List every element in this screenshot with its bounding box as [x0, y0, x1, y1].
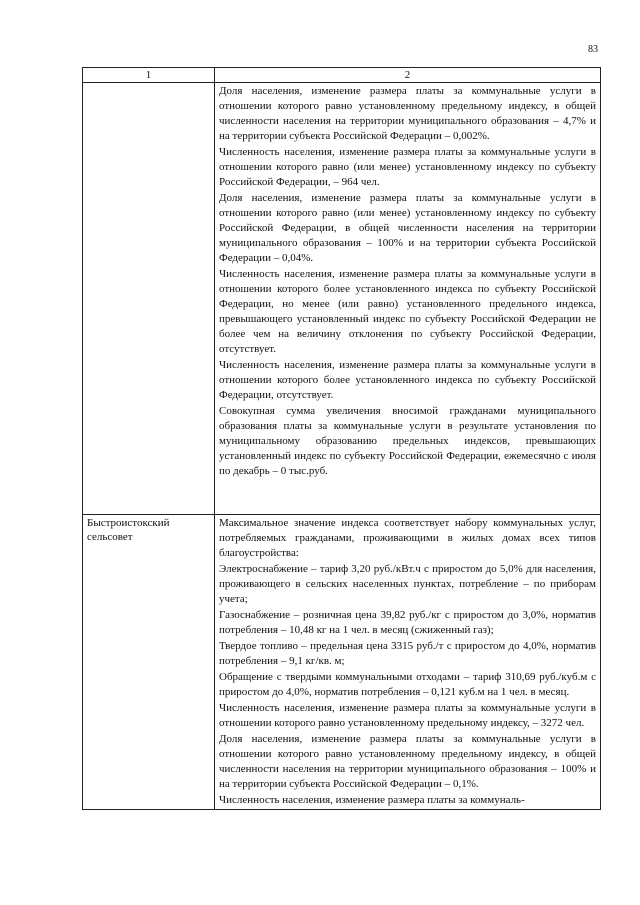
row-content — [215, 83, 601, 515]
paragraph: Численность населения, изменение размера платы за коммунальные услуги в отношении которого более установленного индекса по субъекту Российской Федерации, но менее (или равно) установленного предельного индекса, превышающего установленный индекс по субъекту Российской Федерации не более чем на величину отклонения по субъекту Российской Федерации, отсутствует. — [219, 268, 596, 355]
paragraph: Доля населения, изменение размера платы за коммунальные услуги в отношении которого равно установленному предельному индексу, в общей численности населения на территории муниципального образования – 100% и на территории субъекта Российской Федерации – 0,1%. — [219, 733, 596, 790]
paragraph: Численность населения, изменение размера платы за коммунальные услуги в отношении которого равно установленному предельному индексу, – 3272 чел. — [219, 702, 596, 729]
column-header-2: 2 — [215, 68, 601, 83]
paragraph: Газоснабжение – розничная цена 39,82 руб./кг с приростом до 3,0%, норматив потребления – 10,48 кг на 1 чел. в месяц (сжиженный газ); — [219, 609, 596, 636]
paragraph: Твердое топливо – предельная цена 3315 руб./т с приростом до 4,0%, норматив потребления – 9,1 кг/кв. м; — [219, 640, 596, 667]
paragraph: Электроснабжение – тариф 3,20 руб./кВт.ч с приростом до 5,0% для населения, проживающего в сельских населенных пунктах, потребление – по приборам учета; — [219, 563, 596, 605]
paragraph: Доля населения, изменение размера платы за коммунальные услуги в отношении которого равно установленному предельному индексу, в общей численности населения на территории муниципального образования – 4,7% и на территории субъекта Российской Федерации – 0,002%. — [219, 85, 596, 142]
column-header-1: 1 — [83, 68, 215, 83]
table-header-row — [83, 68, 601, 83]
paragraph: Численность населения, изменение размера платы за коммунальные услуги в отношении которого равно (или менее) установленному индексу по субъекту Российской Федерации, – 964 чел. — [219, 146, 596, 188]
paragraph: Совокупная сумма увеличения вносимой гражданами муниципального образования платы за коммунальные услуги в результате установления по муниципальному образованию предельных индексов, превышающих установленный индекс по субъекту Российской Федерации, ежемесячно с июля по декабрь – 0 тыс.руб. — [219, 405, 596, 477]
row-content — [215, 515, 601, 810]
table-row — [83, 515, 601, 810]
document-table — [82, 67, 601, 810]
paragraph: Доля населения, изменение размера платы за коммунальные услуги в отношении которого равно (или менее) установленному индексу по субъекту Российской Федерации, в общей численности населения на территории муниципального образования – 100% и на территории субъекта Российской Федерации – 0,04%. — [219, 192, 596, 264]
row-label — [83, 83, 215, 515]
page-number: 83 — [588, 44, 598, 55]
table-row — [83, 83, 601, 515]
paragraph: Численность населения, изменение размера платы за коммунальные услуги в отношении которого более установленного индекса по субъекту Российской Федерации, отсутствует. — [219, 359, 596, 401]
paragraph: Максимальное значение индекса соответствует набору коммунальных услуг, потребляемых гражданами, проживающими в жилых домах всех типов благоустройства: — [219, 517, 596, 559]
paragraph: Обращение с твердыми коммунальными отходами – тариф 310,69 руб./куб.м с приростом до 4,0%, норматив потребления – 0,121 куб.м на 1 чел. в месяц. — [219, 671, 596, 698]
row-label-bystroistoksky: Быстроистокский сельсовет — [83, 515, 215, 810]
paragraph: Численность населения, изменение размера платы за коммуналь- — [219, 794, 525, 806]
